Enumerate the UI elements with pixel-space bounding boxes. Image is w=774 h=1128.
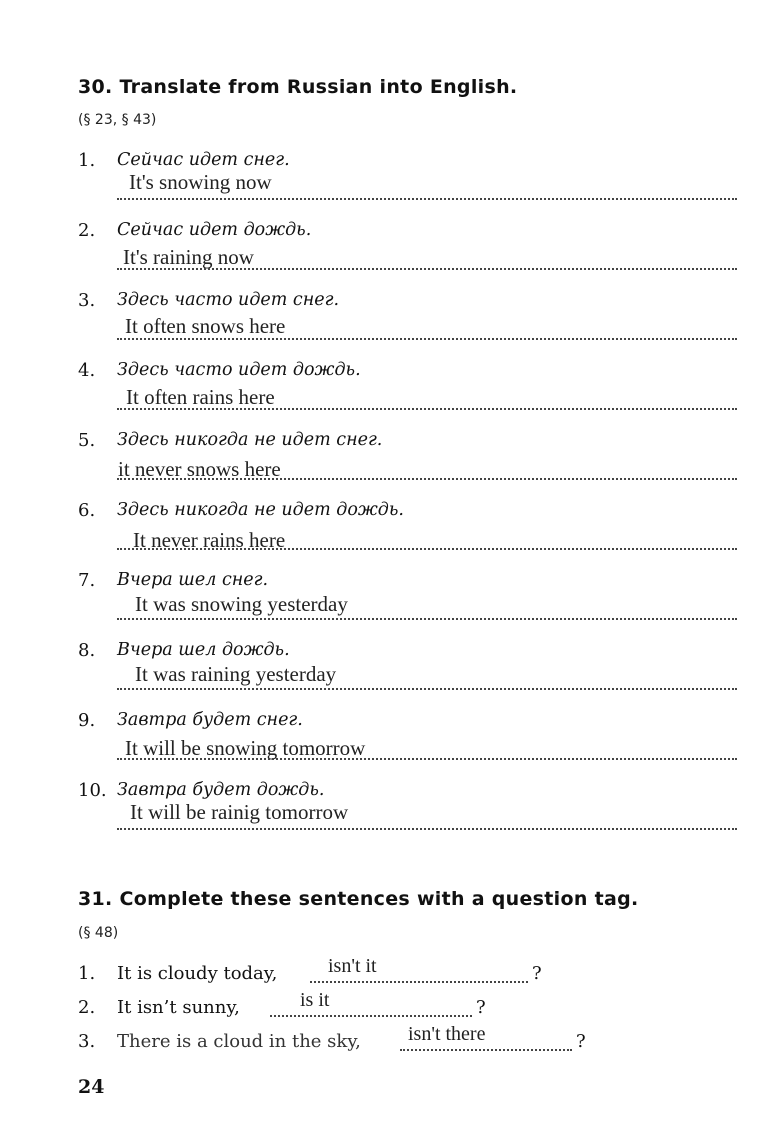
english-answer[interactable]: It never rains here (133, 528, 286, 552)
question-tag-item (0, 989, 774, 1029)
item-number: 9. (78, 710, 96, 731)
item-number: 5. (78, 430, 96, 451)
english-answer[interactable]: It often rains here (126, 385, 275, 409)
english-answer[interactable]: It's raining now (123, 245, 254, 269)
english-answer[interactable]: it never snows here (118, 457, 281, 481)
answer-line (310, 981, 528, 983)
exercise-item (0, 220, 774, 290)
answer-line (117, 548, 737, 550)
question-mark: ? (576, 1031, 586, 1052)
exercise-30-reference: (§ 23, § 43) (78, 112, 157, 128)
english-answer[interactable]: It often snows here (125, 314, 286, 338)
russian-sentence: Вчера шел снег. (117, 570, 269, 590)
tag-answer[interactable]: is it (300, 989, 330, 1011)
question-mark: ? (532, 963, 542, 984)
tag-sentence: It isn’t sunny, (117, 997, 240, 1018)
answer-line (117, 408, 737, 410)
answer-line (117, 828, 737, 830)
tag-sentence: It is cloudy today, (117, 963, 278, 984)
answer-line (117, 478, 737, 480)
exercise-item (0, 360, 774, 430)
russian-sentence: Вчера шел дождь. (117, 640, 290, 660)
russian-sentence: Завтра будет снег. (117, 710, 303, 730)
exercise-30-title: 30. Translate from Russian into English. (78, 76, 518, 98)
russian-sentence: Сейчас идет дождь. (117, 220, 312, 240)
english-answer[interactable]: It was raining yesterday (135, 662, 337, 686)
russian-sentence: Здесь часто идет снег. (117, 290, 340, 310)
item-number: 3. (78, 290, 96, 311)
item-number: 2. (78, 997, 96, 1018)
exercise-item (0, 150, 774, 220)
item-number: 3. (78, 1031, 96, 1052)
english-answer[interactable]: It was snowing yesterday (135, 592, 348, 616)
answer-line (400, 1049, 572, 1051)
item-number: 1. (78, 963, 96, 984)
item-number: 1. (78, 150, 96, 171)
russian-sentence: Завтра будет дождь. (117, 780, 325, 800)
exercise-item (0, 430, 774, 500)
item-number: 10. (78, 780, 107, 801)
answer-line (117, 688, 737, 690)
question-tag-item (0, 1023, 774, 1063)
exercise-item (0, 570, 774, 640)
answer-line (117, 268, 737, 270)
page-number: 24 (78, 1076, 105, 1098)
russian-sentence: Здесь никогда не идет дождь. (117, 500, 404, 520)
tag-answer[interactable]: isn't there (408, 1023, 486, 1045)
exercise-31-title: 31. Complete these sentences with a question tag. (78, 888, 639, 910)
answer-line (117, 198, 737, 200)
exercise-item (0, 780, 774, 850)
item-number: 2. (78, 220, 96, 241)
exercise-item (0, 290, 774, 360)
item-number: 7. (78, 570, 96, 591)
answer-line (117, 758, 737, 760)
answer-line (117, 618, 737, 620)
russian-sentence: Сейчас идет снег. (117, 150, 290, 170)
english-answer[interactable]: It will be snowing tomorrow (125, 736, 366, 760)
item-number: 6. (78, 500, 96, 521)
exercise-31-reference: (§ 48) (78, 925, 119, 941)
russian-sentence: Здесь часто идет дождь. (117, 360, 361, 380)
tag-sentence: There is a cloud in the sky, (117, 1031, 361, 1052)
russian-sentence: Здесь никогда не идет снег. (117, 430, 383, 450)
tag-answer[interactable]: isn't it (328, 955, 377, 977)
item-number: 8. (78, 640, 96, 661)
english-answer[interactable]: It's snowing now (129, 170, 272, 194)
question-mark: ? (476, 997, 486, 1018)
exercise-item (0, 710, 774, 780)
question-tag-item (0, 955, 774, 995)
english-answer[interactable]: It will be rainig tomorrow (130, 800, 349, 824)
exercise-item (0, 500, 774, 570)
exercise-item (0, 640, 774, 710)
answer-line (270, 1015, 472, 1017)
item-number: 4. (78, 360, 96, 381)
answer-line (117, 338, 737, 340)
